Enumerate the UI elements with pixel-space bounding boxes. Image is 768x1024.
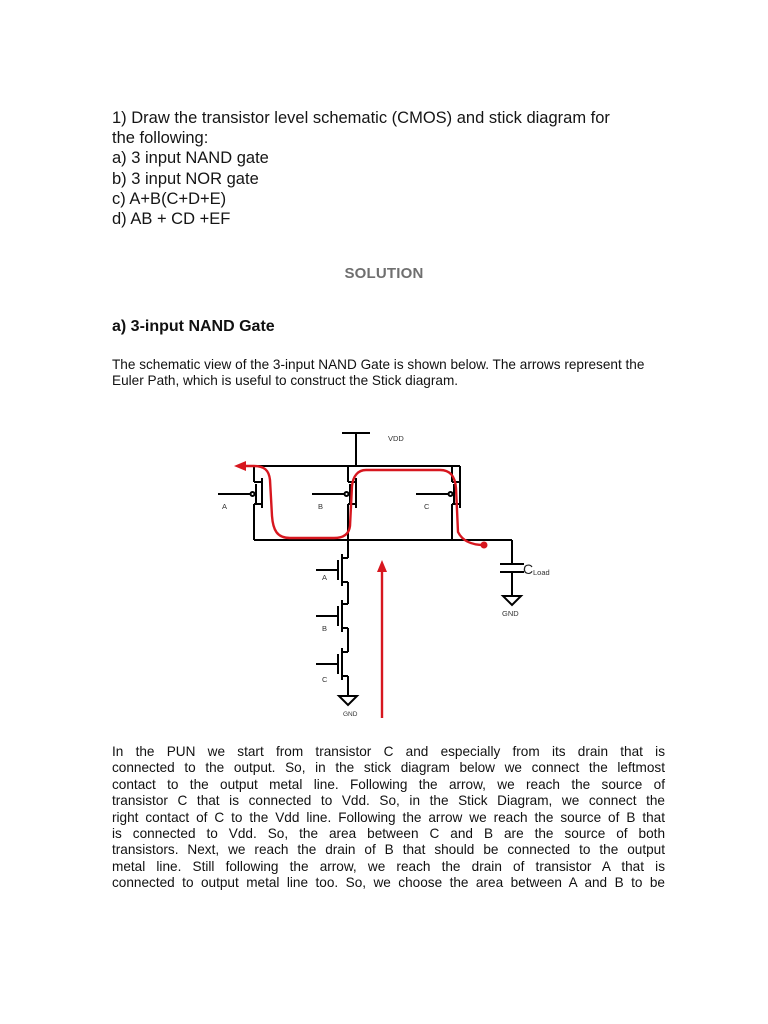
body-line: In the PUN we start from transistor C and especially from its drain that is [112, 744, 665, 759]
vdd-label: VDD [388, 434, 404, 443]
pmos-b-label: B [318, 502, 324, 511]
euler-path-pun [244, 466, 484, 545]
body-line: connected to the output. So, in the stick diagram below we connect the leftmost [112, 760, 665, 776]
section-heading: a) 3-input NAND Gate [112, 318, 275, 335]
body-line: connected to output metal line too. So, we choose the area between A and B to be [112, 875, 665, 891]
solution-heading: SOLUTION [344, 265, 424, 282]
nand-schematic [200, 420, 580, 730]
pmos-b-bubble [345, 492, 349, 496]
cload-label: C [523, 561, 534, 577]
body-line: transistors. Next, we reach the drain of B that should be connected to the output [112, 842, 665, 858]
nmos-a-label: A [322, 573, 328, 582]
schematic-wires [218, 433, 524, 696]
pmos-c-bubble [449, 492, 453, 496]
arrowhead-up-icon [377, 560, 387, 572]
body-line: contact to the output metal line. Following the arrow, we reach the source of [112, 776, 665, 792]
pmos-a-label: A [222, 502, 228, 511]
question-item-c: c) A+B(C+D+E) [112, 189, 227, 208]
euler-start-dot [481, 542, 488, 549]
intro-paragraph: The schematic view of the 3-input NAND Gate is shown below. The arrows represent the Euler Path, which is useful to construct the Stick diagram. [112, 357, 645, 389]
nmos-b-label: B [322, 624, 328, 633]
body-paragraph [112, 744, 665, 892]
gnd-cap-label: GND [502, 609, 519, 618]
euler-path [244, 466, 484, 718]
question-line: the following: [112, 129, 209, 148]
gnd-cap-icon [503, 596, 521, 605]
body-line: transistor C that is connected to Vdd. So, in the Stick Diagram, we connect the [112, 793, 665, 809]
question-item-a: a) 3 input NAND gate [112, 149, 269, 168]
gnd-bottom-label: GND [343, 711, 358, 718]
question-item-b: b) 3 input NOR gate [112, 169, 259, 188]
body-line: right contact of C to the Vdd line. Following the arrow we reach the source of B that [112, 809, 665, 825]
body-line: metal line. Still following the arrow, we reach the drain of transistor A that is [112, 858, 665, 874]
pmos-c-label: C [424, 502, 430, 511]
pmos-a-bubble [251, 492, 255, 496]
question-line: 1) Draw the transistor level schematic (CMOS) and stick diagram for [112, 109, 610, 127]
question-item-d: d) AB + CD +EF [112, 210, 231, 229]
body-line: is connected to Vdd. So, the area between C and B are the source of both [112, 826, 665, 842]
nmos-c-label: C [322, 675, 328, 684]
gnd-icon [339, 696, 357, 705]
arrowhead-left-icon [234, 461, 246, 471]
cload-sub-label: Load [533, 568, 550, 577]
question-block [112, 108, 672, 229]
